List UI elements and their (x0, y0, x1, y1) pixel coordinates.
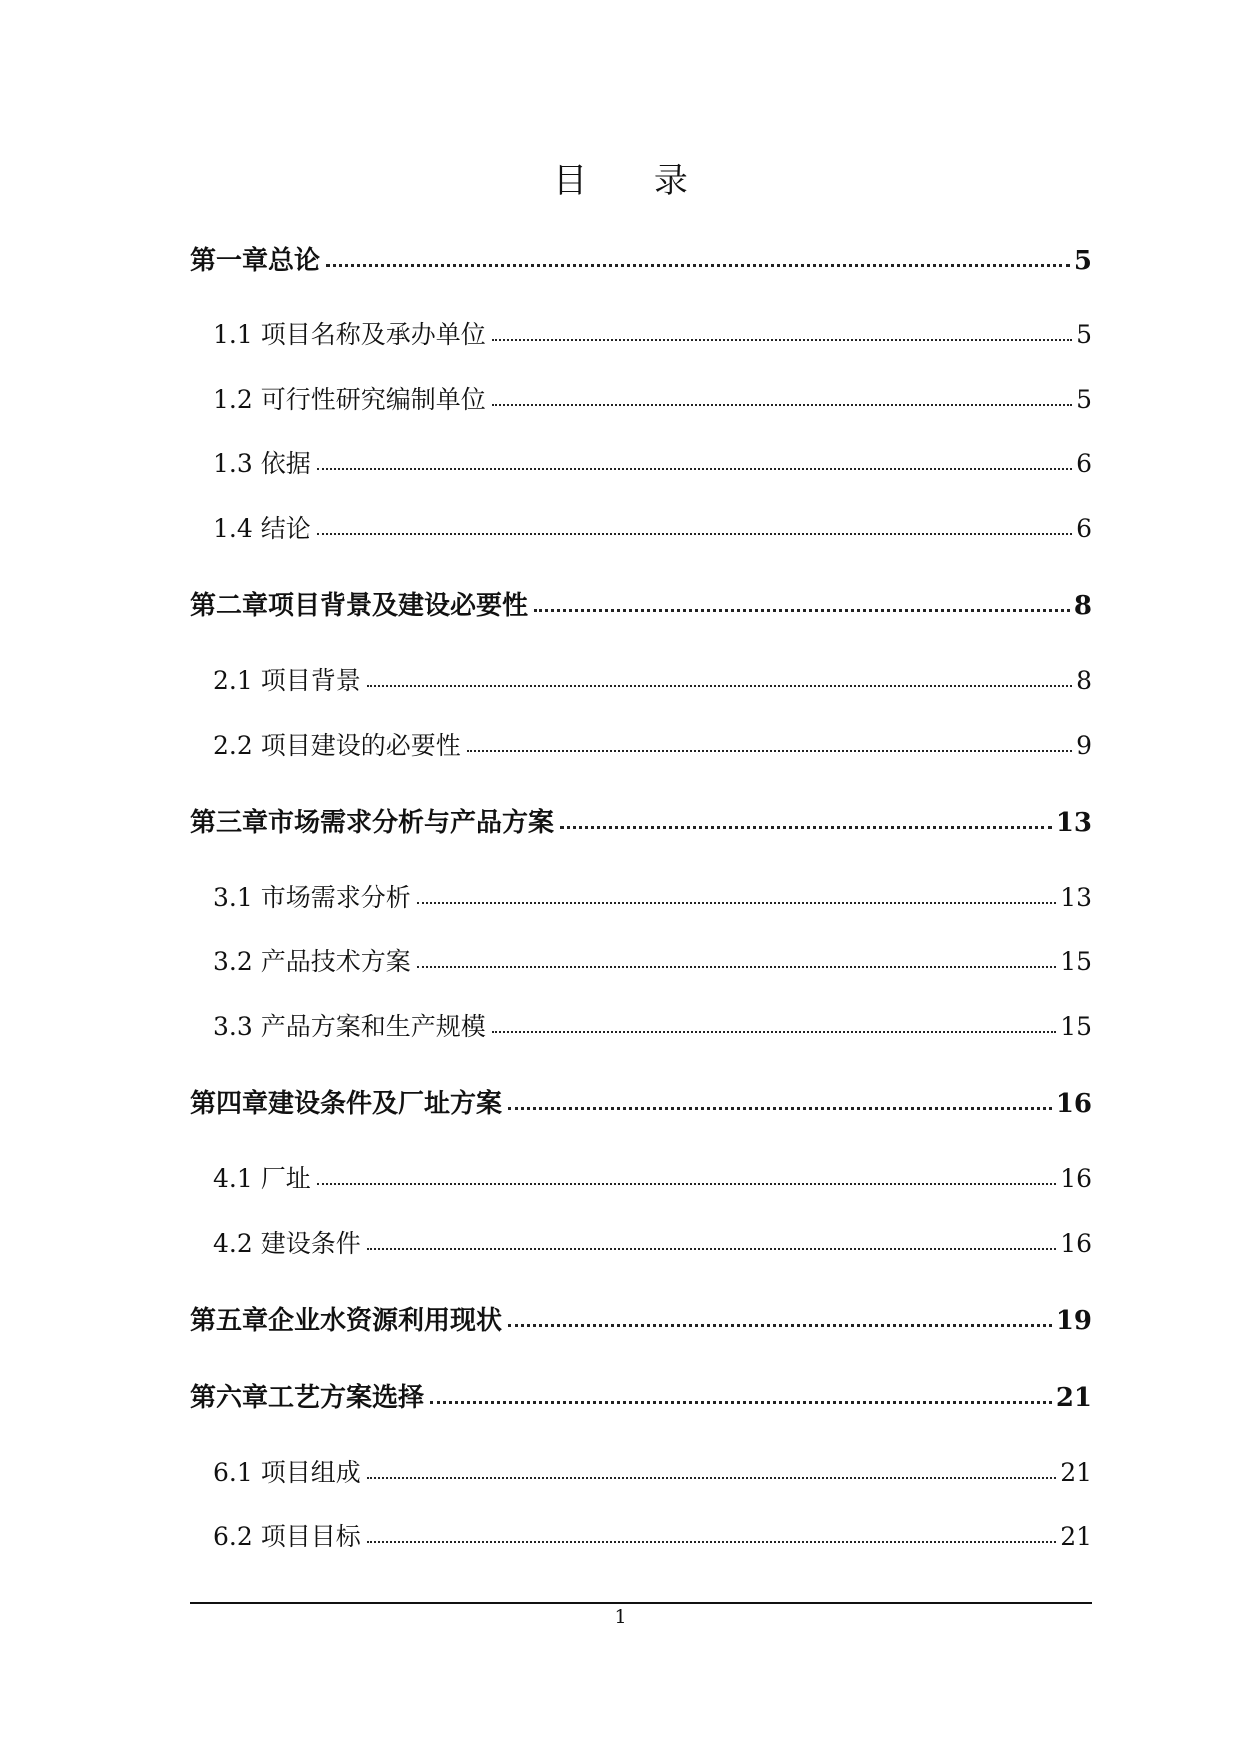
toc-dot-leader (367, 685, 1072, 687)
toc-page-number: 6 (1076, 449, 1092, 478)
toc-chapter-5[interactable] (190, 1300, 1092, 1337)
toc-dot-leader (492, 339, 1072, 341)
toc-page-number: 8 (1076, 666, 1092, 695)
toc-dot-leader (326, 264, 1070, 267)
page-number: 1 (614, 1606, 627, 1628)
toc-entry-label: 2.1 项目背景 (213, 666, 361, 695)
toc-page-number: 21 (1060, 1458, 1092, 1487)
toc-chapter-4[interactable] (190, 1083, 1092, 1120)
toc-chapter-2[interactable] (190, 585, 1092, 622)
toc-dot-leader (417, 966, 1056, 968)
toc-dot-leader (317, 468, 1072, 470)
toc-dot-leader (317, 1183, 1056, 1185)
toc-section-2-1[interactable] (213, 661, 1092, 697)
toc-dot-leader (508, 1324, 1052, 1327)
toc-section-1-1[interactable] (213, 315, 1092, 351)
toc-page-number: 5 (1073, 246, 1092, 276)
toc-entry-label: 6.2 项目目标 (213, 1522, 361, 1551)
toc-page-number: 16 (1060, 1229, 1092, 1258)
toc-section-4-2[interactable] (213, 1224, 1092, 1260)
toc-section-6-2[interactable] (213, 1517, 1092, 1553)
toc-page-number: 5 (1076, 385, 1092, 414)
toc-dot-leader (492, 1031, 1056, 1033)
toc-dot-leader (534, 609, 1070, 612)
toc-page-number: 13 (1055, 808, 1092, 838)
toc-chapter-1[interactable] (190, 240, 1092, 277)
toc-entry-label: 第五章企业水资源利用现状 (190, 1306, 503, 1336)
toc-page-number: 5 (1076, 320, 1092, 349)
toc-section-3-1[interactable] (213, 878, 1092, 914)
toc-entry-label: 第二章项目背景及建设必要性 (190, 591, 529, 621)
toc-dot-leader (317, 533, 1072, 535)
toc-section-1-4[interactable] (213, 509, 1092, 545)
toc-section-4-1[interactable] (213, 1159, 1092, 1195)
toc-dot-leader (467, 750, 1072, 752)
toc-entry-label: 1.2 可行性研究编制单位 (213, 385, 486, 414)
toc-entry-label: 第四章建设条件及厂址方案 (190, 1089, 503, 1119)
toc-section-3-3[interactable] (213, 1007, 1092, 1043)
toc-page-number: 21 (1060, 1522, 1092, 1551)
toc-page-number: 15 (1060, 947, 1092, 976)
toc-section-6-1[interactable] (213, 1453, 1092, 1489)
toc-page-number: 8 (1073, 591, 1092, 621)
toc-entry-label: 第六章工艺方案选择 (190, 1383, 425, 1413)
toc-entry-label: 3.1 市场需求分析 (213, 883, 411, 912)
toc-chapter-3[interactable] (190, 802, 1092, 839)
toc-entry-label: 1.4 结论 (213, 514, 311, 543)
toc-dot-leader (367, 1248, 1056, 1250)
footer-divider (190, 1602, 1092, 1604)
toc-entry-label: 3.3 产品方案和生产规模 (213, 1012, 486, 1041)
toc-entry-label: 4.1 厂址 (213, 1164, 311, 1193)
toc-entry-label: 1.3 依据 (213, 449, 311, 478)
toc-dot-leader (508, 1107, 1052, 1110)
toc-page-number: 21 (1055, 1383, 1092, 1413)
toc-entry-label: 6.1 项目组成 (213, 1458, 361, 1487)
toc-dot-leader (492, 404, 1072, 406)
toc-page-number: 16 (1060, 1164, 1092, 1193)
toc-page-number: 15 (1060, 1012, 1092, 1041)
toc-dot-leader (560, 826, 1052, 829)
toc-entry-label: 第一章总论 (190, 246, 321, 276)
toc-dot-leader (417, 902, 1056, 904)
toc-entry-label: 3.2 产品技术方案 (213, 947, 411, 976)
toc-page-number: 9 (1076, 731, 1092, 760)
toc-entry-label: 2.2 项目建设的必要性 (213, 731, 461, 760)
toc-dot-leader (367, 1477, 1056, 1479)
toc-section-1-2[interactable] (213, 380, 1092, 416)
toc-section-2-2[interactable] (213, 726, 1092, 762)
toc-page-number: 19 (1055, 1306, 1092, 1336)
toc-entry-label: 1.1 项目名称及承办单位 (213, 320, 486, 349)
toc-entry-label: 4.2 建设条件 (213, 1229, 361, 1258)
toc-dot-leader (430, 1401, 1052, 1404)
toc-dot-leader (367, 1541, 1056, 1543)
toc-section-3-2[interactable] (213, 942, 1092, 978)
toc-page-number: 16 (1055, 1089, 1092, 1119)
toc-page-number: 13 (1060, 883, 1092, 912)
toc-section-1-3[interactable] (213, 444, 1092, 480)
toc-entry-label: 第三章市场需求分析与产品方案 (190, 808, 555, 838)
page-title: 目 录 (553, 161, 716, 201)
toc-page-number: 6 (1076, 514, 1092, 543)
toc-chapter-6[interactable] (190, 1377, 1092, 1414)
